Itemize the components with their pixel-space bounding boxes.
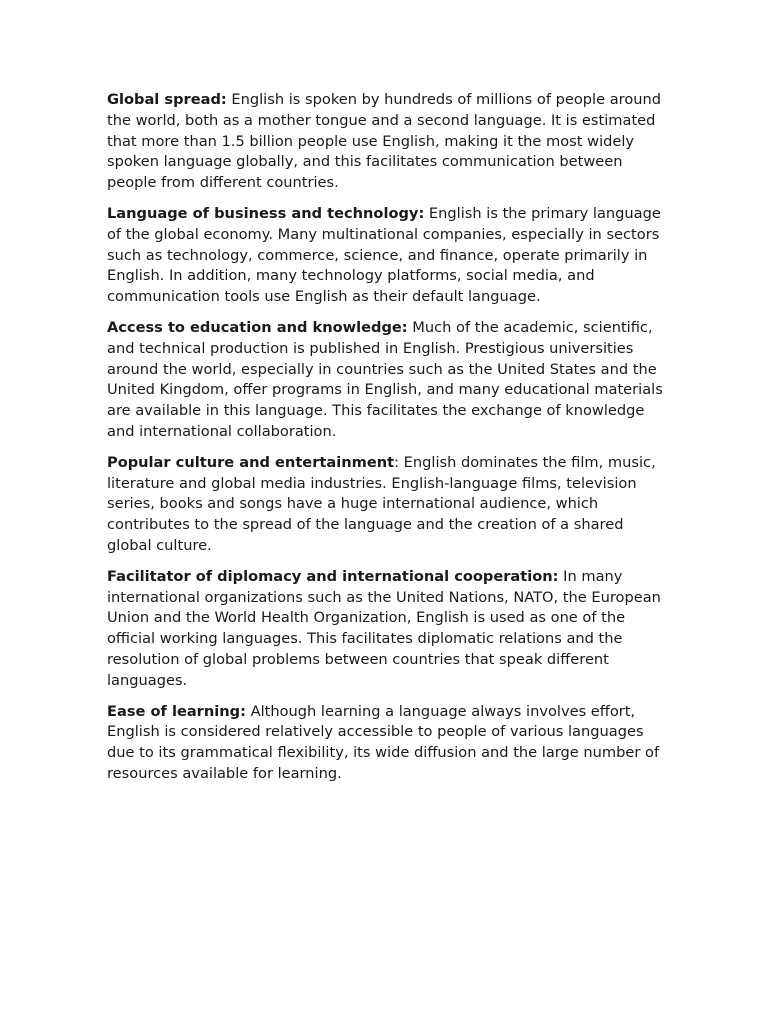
paragraph-heading: Language of business and technology: bbox=[107, 204, 425, 222]
paragraph-culture-entertainment bbox=[107, 453, 663, 557]
paragraph-ease-of-learning bbox=[107, 702, 663, 785]
paragraph-body: Much of the academic, scientific, and technical production is published in English. Prestigious universities around the world, especially in countries such as the United States and the United Kingdom, offer programs in English, and many educational materials are available in this language. This facilitates the exchange of knowledge and international collaboration. bbox=[107, 318, 663, 440]
paragraph-heading: Access to education and knowledge: bbox=[107, 318, 408, 336]
paragraph-body: English is the primary language of the global economy. Many multinational companies, especially in sectors such as technology, commerce, science, and finance, operate primarily in English. In addition, many technology platforms, social media, and communication tools use English as their default language. bbox=[107, 204, 661, 306]
paragraph-heading: Ease of learning: bbox=[107, 702, 246, 720]
paragraph-body: Although learning a language always involves effort, English is considered relatively accessible to people of various languages due to its grammatical flexibility, its wide diffusion and the large number of resources available for learning. bbox=[107, 702, 660, 782]
paragraph-heading: Global spread: bbox=[107, 91, 227, 108]
paragraph-diplomacy-cooperation bbox=[107, 567, 663, 692]
paragraph-body: English is spoken by hundreds of millions of people around the world, both as a mother tongue and a second language. It is estimated that more than 1.5 billion people use English, making it the most widely spoken language globally, and this facilitates communication between people from different countries. bbox=[107, 91, 662, 192]
paragraph-body: In many international organizations such as the United Nations, NATO, the European Union and the World Health Organization, English is used as one of the official working languages. This facilitates diplomatic relations and the resolution of global problems between countries that speak different languages. bbox=[107, 567, 661, 689]
document-page bbox=[107, 90, 663, 795]
paragraph-separator: : bbox=[394, 453, 400, 471]
paragraph-heading: Facilitator of diplomacy and international cooperation: bbox=[107, 567, 559, 585]
paragraph-education-knowledge bbox=[107, 318, 663, 443]
paragraph-body: English dominates the film, music, literature and global media industries. English-language films, television series, books and songs have a huge international audience, which contributes to the spread of the language and the creation of a shared global culture. bbox=[107, 453, 656, 554]
paragraph-heading: Popular culture and entertainment bbox=[107, 453, 395, 471]
paragraph-global-spread bbox=[107, 90, 663, 194]
paragraph-business-technology bbox=[107, 204, 663, 308]
